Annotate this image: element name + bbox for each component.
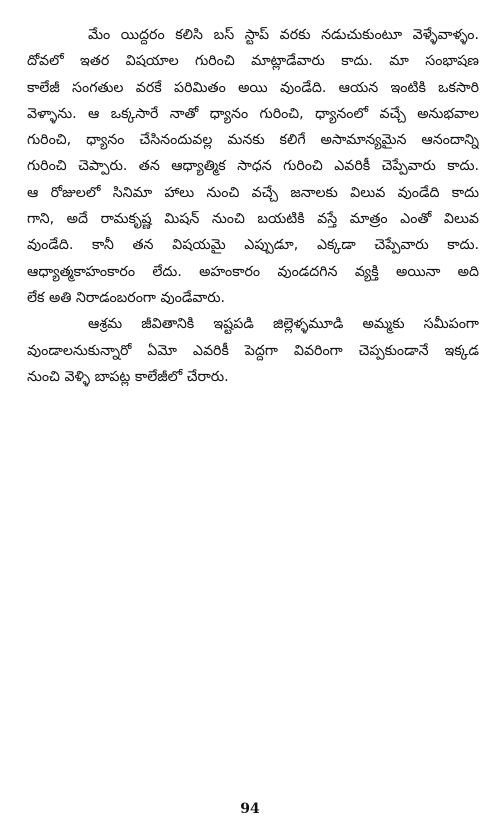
- text-line: వుండాలనుకున్నారో ఏమో ఎవరికీ పెద్దగా వివరింగా చెప్పకుండానే ఇక్కడ: [27, 342, 479, 359]
- text-line: లేక అతి నిరాడంబరంగా వుండేవారు.: [27, 289, 226, 306]
- paragraph-2: [27, 311, 479, 390]
- text-line: దోవలో ఇతర విషయాల గురించి మాట్లాడేవారు కాదు. మా సంభాషణ: [27, 53, 479, 70]
- text-line: మేం యిద్దరం కలిసి బస్ స్టాప్ వరకు నడుచుకుంటూ వెళ్ళేవాళ్ళం.: [88, 27, 479, 43]
- body-text: [27, 22, 479, 390]
- text-line: ఆ రోజులలో సినిమా హాలు నుంచి వచ్చే జనాలకు విలువ వుండేది కాదు: [27, 184, 479, 201]
- text-line: గురించి, ధ్యానం చేసినందువల్ల మనకు కలిగే అసామాన్యమైన ఆనందాన్ని: [27, 132, 479, 149]
- text-line: వెళ్ళాను. ఆ ఒక్కసారే నాతో ధ్యానం గురించి, ధ్యానంలో వచ్చే అనుభవాల: [27, 105, 479, 122]
- text-line: ఆధ్యాత్మకాహంకారం లేదు. అహంకారం వుండదగిన వ్యక్తి అయినా అది: [27, 263, 479, 280]
- text-line: వుండేది. కానీ తన విషయమై ఎప్పుడూ, ఎక్కడా చెప్పేవారు కాదు.: [27, 237, 479, 254]
- page-number: 94: [240, 801, 260, 817]
- text-line: కాలేజీ సంగతుల వరకే పరిమితం అయి వుండేది. ఆయన ఇంటికి ఒకసారి: [27, 79, 479, 96]
- paragraph-1: [27, 22, 479, 311]
- text-line: గాని, అదే రామకృష్ణ మిషన్ నుంచి బయటికి వస్తే మాత్రం ఎంతో విలువ: [27, 211, 479, 228]
- text-line: గురించి చెప్పారు. తన ఆధ్యాత్మిక సాధన గురించి ఎవరికీ చెప్పేవారు కాదు.: [27, 158, 479, 175]
- text-line: ఆశ్రమ జీవితానికి ఇష్టపడి జిల్లెళ్ళమూడి అమ్మకు సమీపంగా: [88, 316, 479, 333]
- text-line: నుంచి వెళ్ళి బాపట్ల కాలేజీలో చేరారు.: [27, 368, 229, 385]
